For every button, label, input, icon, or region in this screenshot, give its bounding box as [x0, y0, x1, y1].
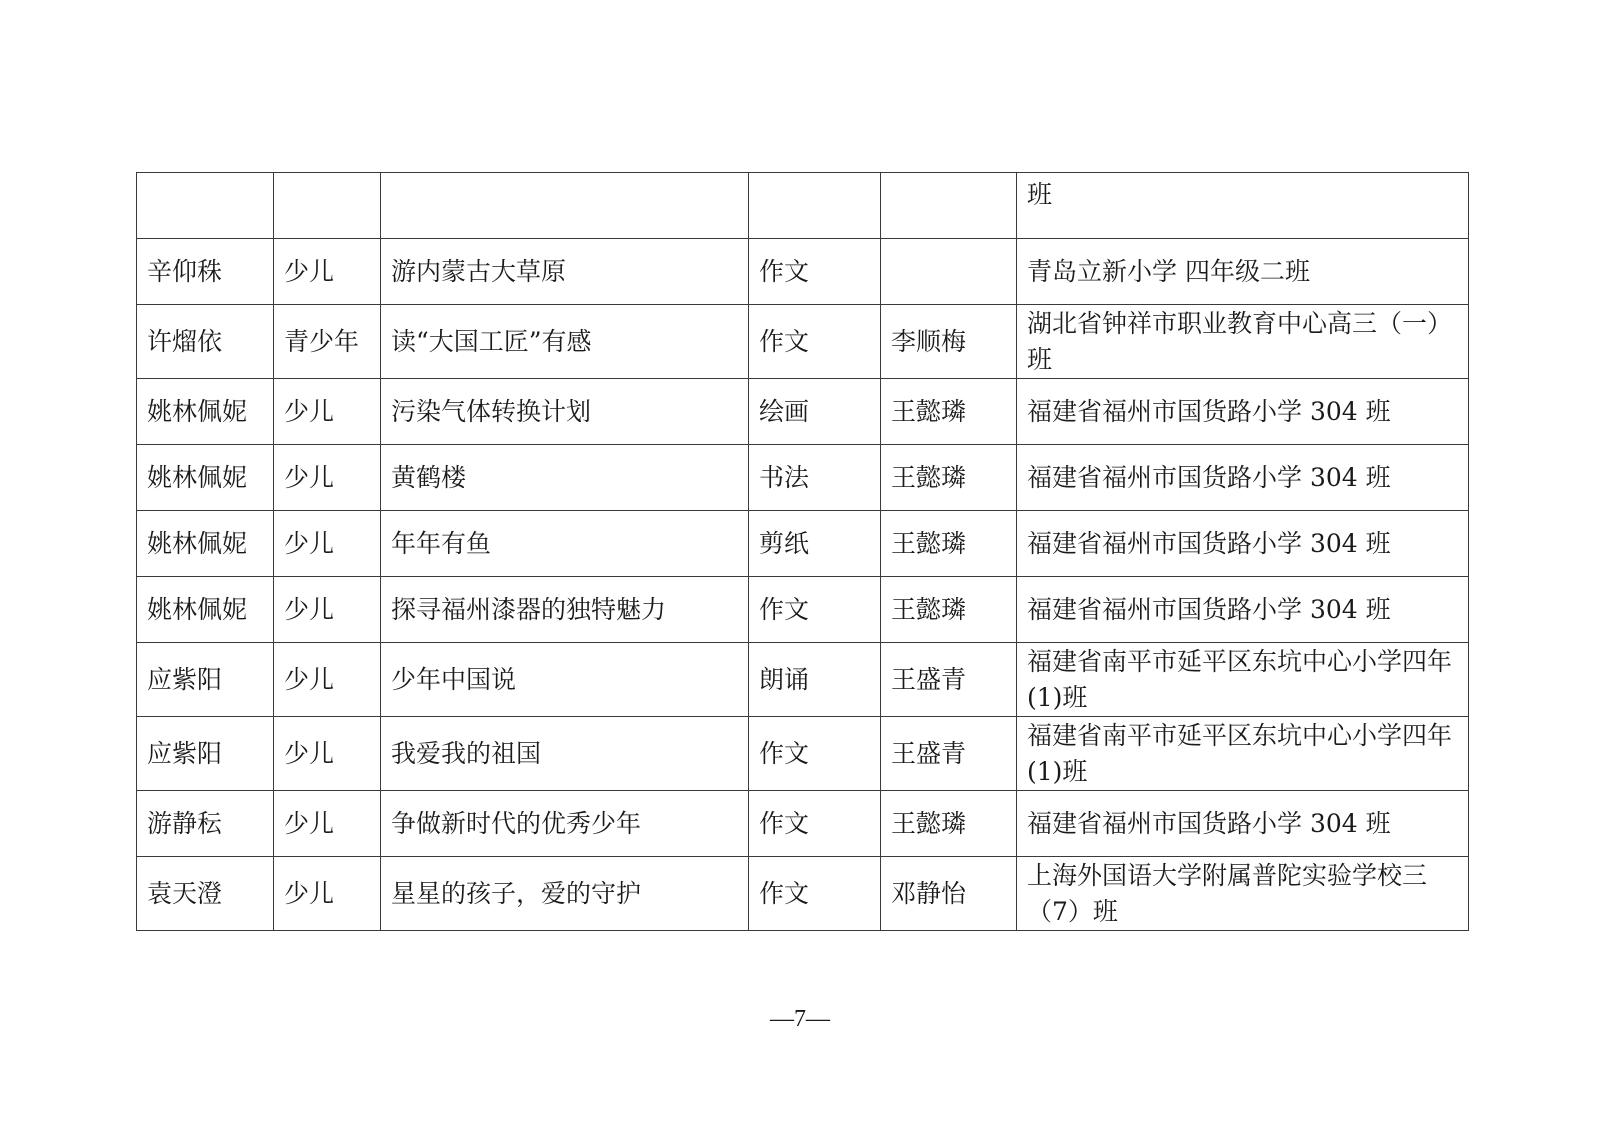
teacher-cell: 王懿璘: [881, 791, 1017, 857]
school-cell: 湖北省钟祥市职业教育中心高三（一）班: [1017, 305, 1469, 379]
table-row: [137, 643, 1469, 717]
group-cell: 少儿: [274, 577, 381, 643]
teacher-cell: 王懿璘: [881, 577, 1017, 643]
teacher-cell: 王懿璘: [881, 445, 1017, 511]
teacher-cell: 邓静怡: [881, 857, 1017, 931]
category-cell: 作文: [749, 239, 881, 305]
category-cell: 作文: [749, 791, 881, 857]
title-cell: 游内蒙古大草原: [381, 239, 749, 305]
group-cell: 少儿: [274, 445, 381, 511]
name-cell: [137, 173, 274, 239]
group-cell: 少儿: [274, 791, 381, 857]
school-cell: 福建省福州市国货路小学 304 班: [1017, 379, 1469, 445]
school-cell: 上海外国语大学附属普陀实验学校三（7）班: [1017, 857, 1469, 931]
title-cell: 黄鹤楼: [381, 445, 749, 511]
category-cell: 剪纸: [749, 511, 881, 577]
name-cell: 袁天澄: [137, 857, 274, 931]
school-cell: 福建省福州市国货路小学 304 班: [1017, 511, 1469, 577]
table-row: [137, 511, 1469, 577]
group-cell: 少儿: [274, 643, 381, 717]
category-cell: 书法: [749, 445, 881, 511]
award-table: [136, 172, 1469, 931]
category-cell: 绘画: [749, 379, 881, 445]
table-row: [137, 445, 1469, 511]
category-cell: 作文: [749, 857, 881, 931]
school-cell: 福建省福州市国货路小学 304 班: [1017, 791, 1469, 857]
group-cell: 青少年: [274, 305, 381, 379]
name-cell: 姚林佩妮: [137, 511, 274, 577]
teacher-cell: [881, 239, 1017, 305]
group-cell: 少儿: [274, 239, 381, 305]
name-cell: 姚林佩妮: [137, 445, 274, 511]
table-row: [137, 577, 1469, 643]
table-row: [137, 379, 1469, 445]
table-row: [137, 173, 1469, 239]
category-cell: 作文: [749, 717, 881, 791]
teacher-cell: 王懿璘: [881, 511, 1017, 577]
category-cell: 朗诵: [749, 643, 881, 717]
title-cell: 少年中国说: [381, 643, 749, 717]
school-cell: 福建省南平市延平区东坑中心小学四年(1)班: [1017, 717, 1469, 791]
name-cell: 游静秐: [137, 791, 274, 857]
school-cell: 福建省福州市国货路小学 304 班: [1017, 577, 1469, 643]
page-number: —7—: [770, 1006, 830, 1032]
group-cell: [274, 173, 381, 239]
table-row: [137, 857, 1469, 931]
name-cell: 姚林佩妮: [137, 577, 274, 643]
title-cell: 污染气体转换计划: [381, 379, 749, 445]
name-cell: 应紫阳: [137, 717, 274, 791]
table-row: [137, 305, 1469, 379]
group-cell: 少儿: [274, 379, 381, 445]
school-cell: 班: [1017, 173, 1469, 239]
teacher-cell: 王盛青: [881, 643, 1017, 717]
title-cell: [381, 173, 749, 239]
title-cell: 探寻福州漆器的独特魅力: [381, 577, 749, 643]
name-cell: 许熘依: [137, 305, 274, 379]
category-cell: 作文: [749, 305, 881, 379]
title-cell: 年年有鱼: [381, 511, 749, 577]
school-cell: 福建省南平市延平区东坑中心小学四年(1)班: [1017, 643, 1469, 717]
title-cell: 星星的孩子，爱的守护: [381, 857, 749, 931]
teacher-cell: [881, 173, 1017, 239]
group-cell: 少儿: [274, 717, 381, 791]
category-cell: 作文: [749, 577, 881, 643]
teacher-cell: 李顺梅: [881, 305, 1017, 379]
table-row: [137, 791, 1469, 857]
school-cell: 福建省福州市国货路小学 304 班: [1017, 445, 1469, 511]
name-cell: 姚林佩妮: [137, 379, 274, 445]
title-cell: 我爱我的祖国: [381, 717, 749, 791]
title-cell: 读“大国工匠”有感: [381, 305, 749, 379]
table-row: [137, 239, 1469, 305]
table-row: [137, 717, 1469, 791]
group-cell: 少儿: [274, 511, 381, 577]
teacher-cell: 王懿璘: [881, 379, 1017, 445]
title-cell: 争做新时代的优秀少年: [381, 791, 749, 857]
name-cell: 应紫阳: [137, 643, 274, 717]
category-cell: [749, 173, 881, 239]
teacher-cell: 王盛青: [881, 717, 1017, 791]
name-cell: 辛仰秼: [137, 239, 274, 305]
group-cell: 少儿: [274, 857, 381, 931]
school-cell: 青岛立新小学 四年级二班: [1017, 239, 1469, 305]
